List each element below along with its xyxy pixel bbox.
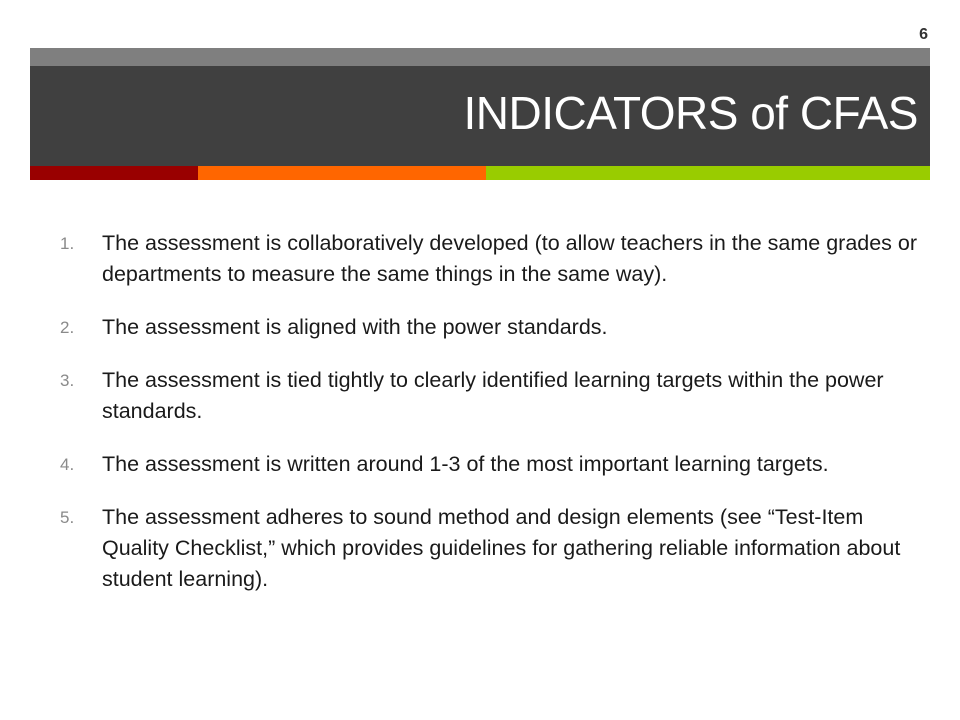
slide-title: INDICATORS of CFAS <box>463 87 918 139</box>
accent-stripe-orange <box>198 166 486 180</box>
indicator-item-2 <box>60 312 926 343</box>
indicator-text: The assessment is collaboratively developed (to allow teachers in the same grades or departments to measure the same things in the same way). <box>102 231 918 286</box>
indicator-item-5 <box>60 502 926 595</box>
indicator-text: The assessment is written around 1-3 of the most important learning targets. <box>102 452 829 476</box>
indicator-item-4 <box>60 449 926 480</box>
indicator-number: 5. <box>60 508 75 527</box>
top-band <box>30 48 930 66</box>
title-bar <box>30 66 930 166</box>
indicator-item-1 <box>60 228 926 290</box>
slide-number: 6 <box>919 26 928 43</box>
accent-stripe-red <box>30 166 198 180</box>
indicator-number: 1. <box>60 234 75 253</box>
indicator-list <box>60 228 926 617</box>
indicator-text: The assessment adheres to sound method and design elements (see “Test-Item Quality Checklist,” which provides guidelines for gathering reliable information about student learning). <box>102 505 901 591</box>
indicator-number: 4. <box>60 455 75 474</box>
indicator-number: 3. <box>60 371 75 390</box>
accent-stripe-green <box>486 166 930 180</box>
indicator-text: The assessment is tied tightly to clearly identified learning targets within the power standards. <box>102 368 884 423</box>
indicator-number: 2. <box>60 318 75 337</box>
indicator-text: The assessment is aligned with the power standards. <box>102 315 608 339</box>
indicator-item-3 <box>60 365 926 427</box>
